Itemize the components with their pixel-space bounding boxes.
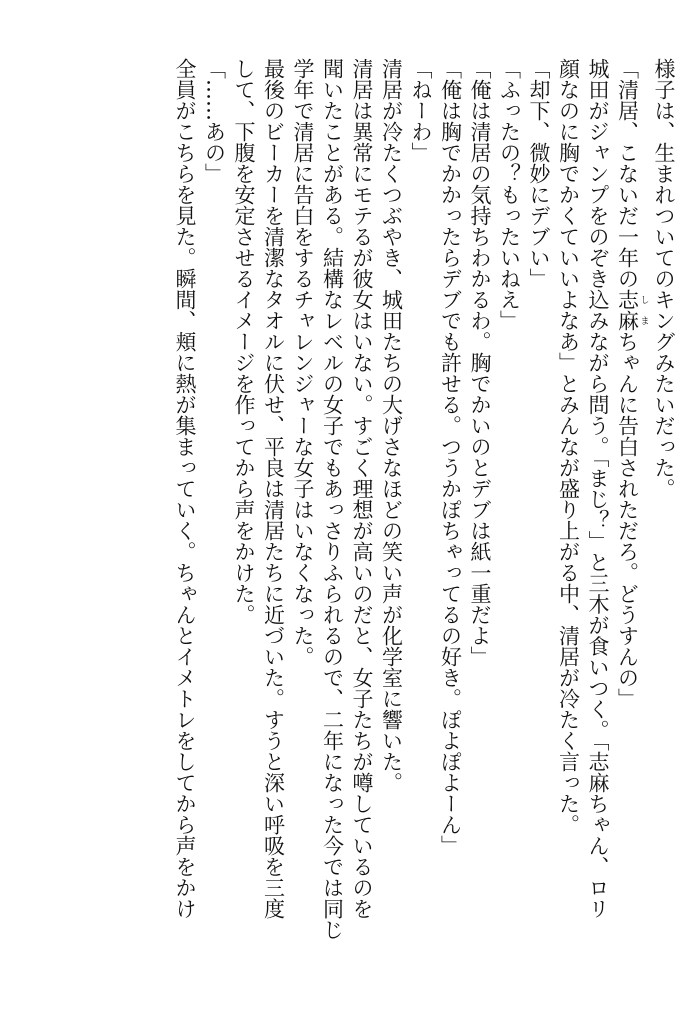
text-line: 様子は、生まれついてのキングみたいだった。 xyxy=(652,58,676,499)
text-line: 「……あの」 xyxy=(202,58,227,184)
text-line: 全員がこちらを見た。瞬間、頬に熱が集まっていく。ちゃんとイメトレをしてから声をかけ xyxy=(173,58,197,919)
ruby-annotation: 志麻 しま xyxy=(615,289,649,331)
text-line: して、下腹を安定させるイメージを作ってから声をかけた。 xyxy=(232,58,256,625)
text-line: 最後のビーカーを清潔なタオルに伏せ、平良は清居たちに近づいた。すうと深い呼吸を三度 xyxy=(261,58,286,919)
text-line: 聞いたことがある。結構なレベルの女子でもあっさりふられるので、二年になった今では同じ xyxy=(320,58,345,940)
text-line: 学年で清居に告白をするチャレンジャーな女子はいなくなった。 xyxy=(291,58,315,667)
vertical-text-body xyxy=(170,58,679,958)
text-line: 清居は異常にモテるが彼女はいない。すごく理想が高いのだと、女子たちが噂しているのを xyxy=(350,58,374,919)
text-line: 城田がジャンプをのぞき込みながら問う。「まじ？」と三木が食いつく。「志麻ちゃん、ロリ xyxy=(586,58,610,919)
text-line: 「却下、微妙にデブい」 xyxy=(527,58,551,289)
text-line: 顔なのに胸でかくていいよなあ」とみんなが盛り上がる中、清居が冷たく言った。 xyxy=(556,58,581,835)
text-line: 「俺は胸でかかったらデブでも許せる。つうかぽちゃってるの好き。ぽよぽよーん」 xyxy=(438,58,463,856)
text-line: 「俺は清居の気持ちわかるわ。胸でかいのとデブは紙一重だよ」 xyxy=(468,58,492,667)
text-line: 「ふったの？もったいねえ」 xyxy=(497,58,522,331)
text-line: 「ねーわ」 xyxy=(409,58,433,163)
text-line: 清居が冷たくつぶやき、城田たちの大げさなほどの笑い声が化学室に響いた。 xyxy=(379,58,404,793)
ruby-reading: しま xyxy=(638,289,649,331)
text-line: 「清居、こないだ一年の志麻 しまちゃんに告白されただろ。どうすんの」 xyxy=(615,58,649,709)
